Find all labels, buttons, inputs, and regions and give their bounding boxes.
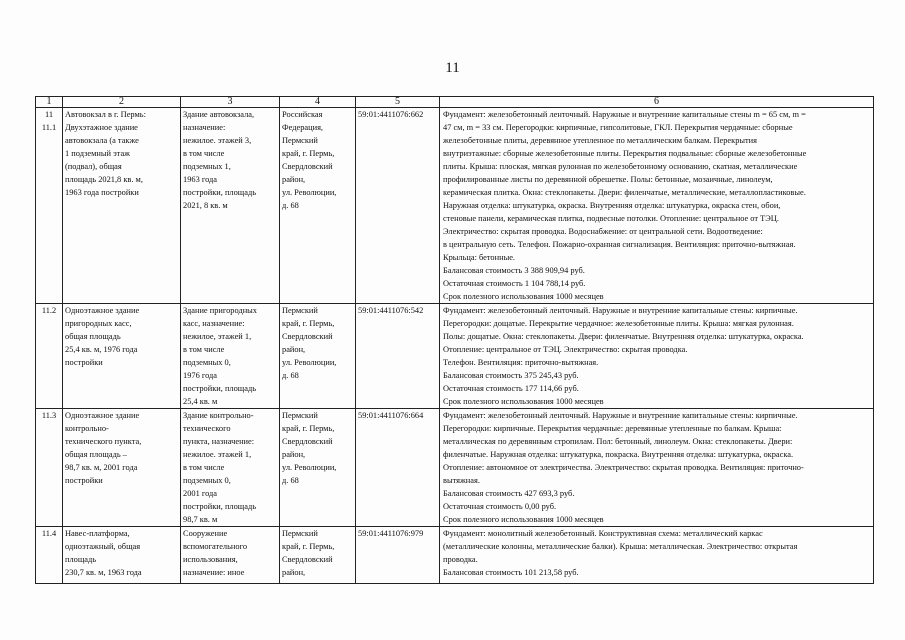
object-name: Автовокзал в г. Пермь: Двухэтажное здание автовокзала (а также 1 подземный этаж (подвал), общая площадь 2021,8 кв. м, 1963 года постройки [63,108,181,304]
table-row [36,304,874,409]
cadastral-number: 59:01:4411076:662 [356,108,440,304]
object-name: Одноэтажное здание контрольно- технического пункта, общая площадь – 98,7 кв. м, 2001 года постройки [63,409,181,527]
row-number: 11.2 [36,304,63,409]
cadastral-number: 59:01:4411076:664 [356,409,440,527]
description: Фундамент: железобетонный ленточный. Наружные и внутренние капитальные стены m = 65 см, m = 47 см, m = 33 см. Перегородки: кирпичные, гипсолитовые, ГКЛ. Перекрытия чердачные: сборные железобетонные плиты, деревянное утепленное по металлическим балкам. Перекрытия внутриэтажные: сборные железобетонные плиты. Перекрытия подвальные: сборные железобетонные плиты. Крыша: плоская, мягкая рулонная по железобетонному основанию, скатная, металлические профилированные листы по деревянной обрешетке. Полы: бетонные, мозаичные, линолеум, керамическая плитка. Окна: стеклопакеты. Двери: филенчатые, металлические, металлопластиковые. Наружная отделка: штукатурка, окраска. Внутренняя отделка: штукатурка, окраска стен, обои, стеновые панели, керамическая плитка, подвесные потолки. Отопление: центральное от ТЭЦ. Электричество: скрытая проводка. Водоснабжение: от центральной сети. Водоотведение: в центральную сеть. Телефон. Пожарно-охранная сигнализация. Вентиляция: приточно-вытяжная. Крыльца: бетонные. Балансовая стоимость 3 388 909,94 руб. Остаточная стоимость 1 104 788,14 руб. Срок полезного использования 1000 месяцев [440,108,874,304]
row-number: 11 11.1 [36,108,63,304]
table-row [36,108,874,304]
address: Пермский край, г. Пермь, Свердловский район, ул. Революции, д. 68 [280,304,356,409]
building-info: Сооружение вспомогательного использования, назначение: иное [181,527,280,584]
row-number: 11.4 [36,527,63,584]
header-col-2: 2 [63,97,181,108]
header-col-6: 6 [440,97,874,108]
building-info: Здание автовокзала, назначение: нежилое. этажей 3, в том числе подземных 1, 1963 года постройки, площадь 2021, 8 кв. м [181,108,280,304]
address: Пермский край, г. Пермь, Свердловский район, [280,527,356,584]
table-row [36,527,874,584]
cadastral-number: 59:01:4411076:542 [356,304,440,409]
header-col-5: 5 [356,97,440,108]
header-col-3: 3 [181,97,280,108]
property-table [35,96,874,584]
header-col-4: 4 [280,97,356,108]
page-number: 11 [445,60,460,76]
address: Пермский край, г. Пермь, Свердловский район, ул. Революции, д. 68 [280,409,356,527]
table-row [36,409,874,527]
building-info: Здание пригородных касс, назначение: нежилое, этажей 1, в том числе подземных 0, 1976 года постройки, площадь 25,4 кв. м [181,304,280,409]
object-name: Одноэтажное здание пригородных касс, общая площадь 25,4 кв. м, 1976 года постройки [63,304,181,409]
address: Российская Федерация, Пермский край, г. Пермь, Свердловский район, ул. Революции, д. 68 [280,108,356,304]
object-name: Навес-платформа, одноэтажный, общая площадь 230,7 кв. м, 1963 года [63,527,181,584]
description: Фундамент: железобетонный ленточный. Наружные и внутренние капитальные стены: кирпичные. Перегородки: дощатые. Перекрытие чердачное: железобетонные плиты. Крыша: мягкая рулонная. Полы: дощатые. Окна: стеклопакеты. Двери: филенчатые. Внутренняя отделка: штукатурка, окраска. Отопление: центральное от ТЭЦ. Электричество: скрытая проводка. Телефон. Вентиляция: приточно-вытяжная. Балансовая стоимость 375 245,43 руб. Остаточная стоимость 177 114,66 руб. Срок полезного использования 1000 месяцев [440,304,874,409]
building-info: Здание контрольно- технического пункта, назначение: нежилое. этажей 1, в том числе подземных 0, 2001 года постройки, площадь 98,7 кв. м [181,409,280,527]
header-col-1: 1 [36,97,63,108]
header-row [36,97,874,108]
description: Фундамент: железобетонный ленточный. Наружные и внутренние капитальные стены: кирпичные. Перегородки: кирпичные. Перекрытия чердачные: деревянные утепленные по балкам. Крыша: металлическая по деревянным стропилам. Пол: бетонный, линолеум. Окна: стеклопакеты. Двери: филенчатые. Наружная отделка: штукатурка, покраска. Внутренняя отделка: штукатурка, окраска. Отопление: автономное от электричества. Электричество: скрытая проводка. Вентиляция: приточно- вытяжная. Балансовая стоимость 427 693,3 руб. Остаточная стоимость 0,00 руб. Срок полезного использования 1000 месяцев [440,409,874,527]
description: Фундамент: монолитный железобетонный. Конструктивная схема: металлический каркас (металлические колонны, металлические балки). Крыша: металлическая. Электричество: открытая проводка. Балансовая стоимость 101 213,58 руб. [440,527,874,584]
cadastral-number: 59:01:4411076:979 [356,527,440,584]
row-number: 11.3 [36,409,63,527]
